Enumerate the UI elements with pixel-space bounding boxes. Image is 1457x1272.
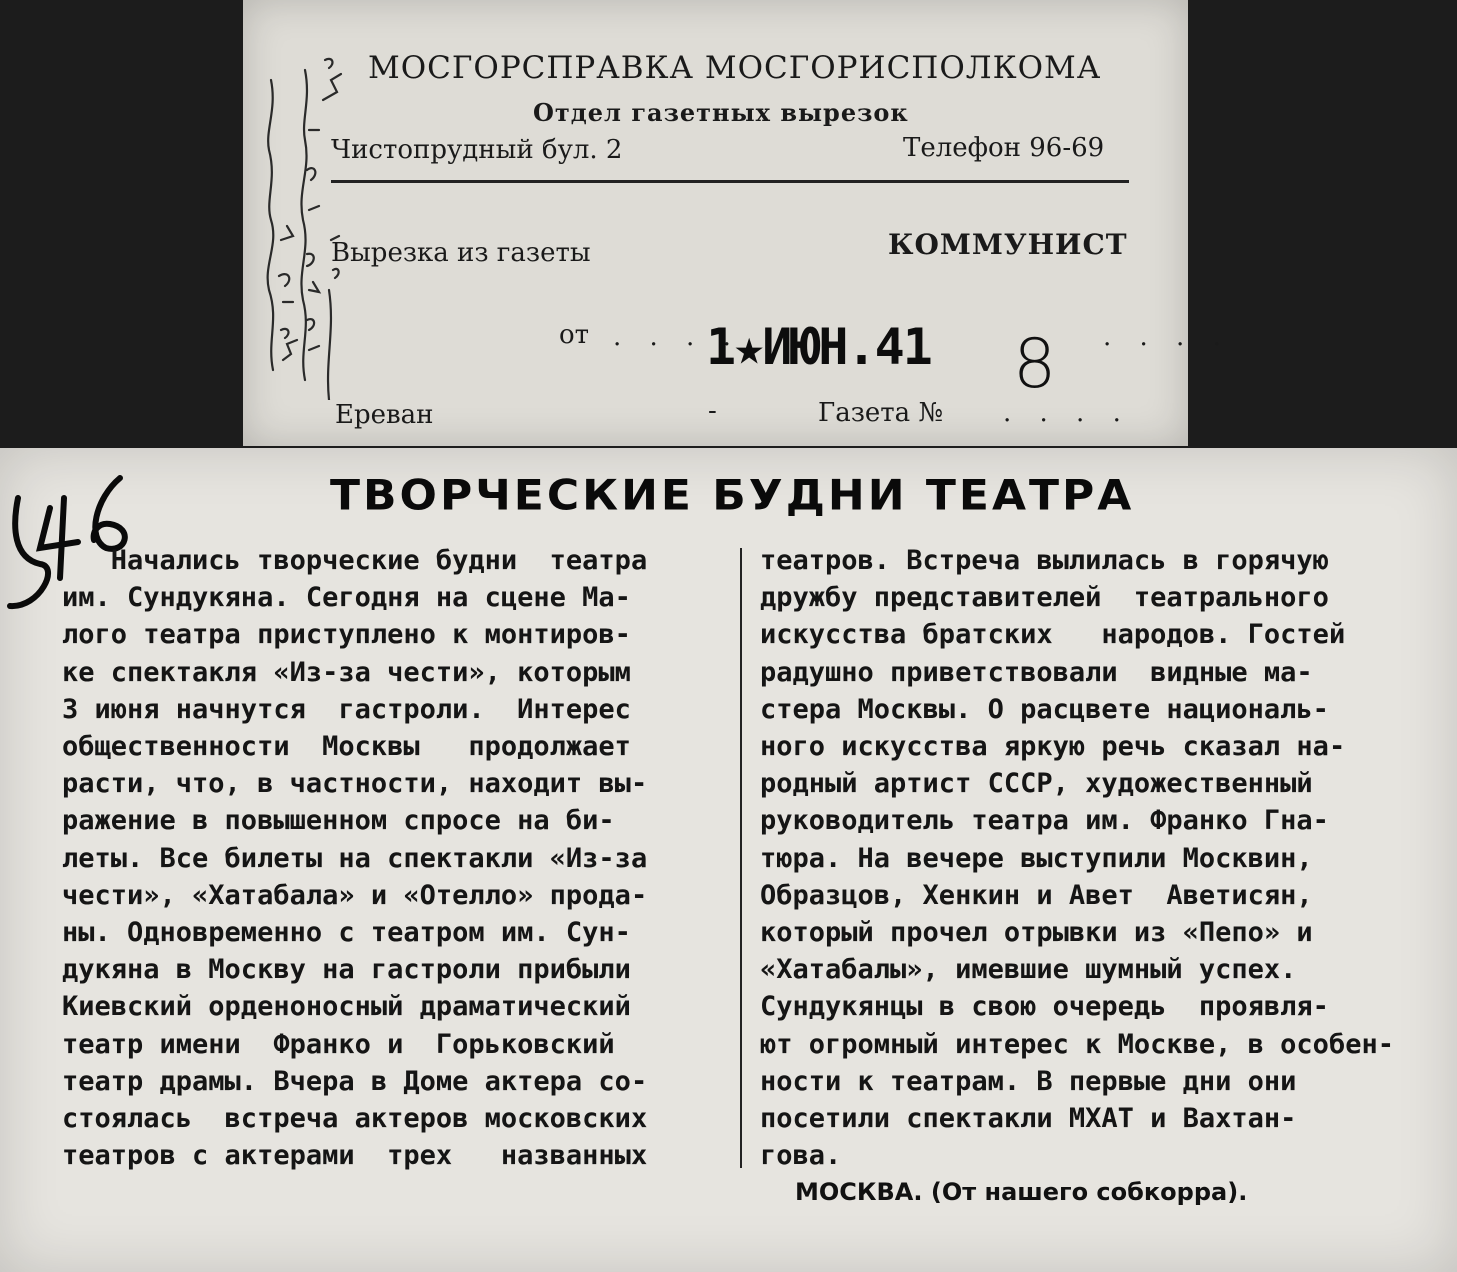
article-line: ности к театрам. В первые дни они	[760, 1065, 1297, 1097]
column-divider	[740, 548, 742, 1168]
city-dash: -	[708, 396, 717, 426]
date-from-label: от	[559, 320, 590, 350]
newspaper-name: КОММУНИСТ	[888, 228, 1128, 261]
article-line: Киевский орденоносный драматический	[62, 991, 631, 1023]
article-line: театров с актерами трех названных	[62, 1140, 648, 1172]
handwritten-note	[253, 40, 343, 400]
article-line: Образцов, Хенкин и Авет Аветисян,	[760, 879, 1313, 911]
newspaper-clipping	[0, 448, 1457, 1272]
city-name: Ереван	[335, 400, 434, 430]
issue-number: 8	[1013, 325, 1057, 404]
agency-name: МОСГОРСПРАВКА МОСГОРИСПОЛКОМА	[368, 50, 1102, 86]
address: Чистопрудный бул. 2	[331, 135, 623, 165]
article-line: ны. Одновременно с театром им. Сун-	[62, 917, 631, 949]
article-line: ют огромный интерес к Москве, в особен-	[760, 1028, 1394, 1060]
article-line: театр драмы. Вчера в Доме актера со-	[62, 1065, 648, 1097]
article-line: 3 июня начнутся гастроли. Интерес	[62, 693, 631, 725]
article-line: Начались творческие будни театра	[62, 545, 648, 576]
handwritten-note-text: Армян. Госуд. театр им. Сундукяна	[253, 40, 272, 41]
divider-rule	[331, 180, 1129, 183]
article-headline: ТВОРЧЕСКИЕ БУДНИ ТЕАТРА	[330, 471, 1135, 520]
article-column-left	[62, 542, 724, 1174]
gazeta-number-label: Газета №	[818, 398, 944, 428]
article-line: общественности Москвы продолжает	[62, 731, 631, 763]
catalog-number-text: 546	[0, 468, 2, 469]
article-line: тюра. На вечере выступили Москвин,	[760, 842, 1313, 874]
article-line: лого театра приступлено к монтиров-	[62, 619, 631, 651]
article-line: чести», «Хатабала» и «Отелло» прода-	[62, 879, 648, 911]
article-line: им. Сундукяна. Сегодня на сцене Ма-	[62, 582, 631, 614]
article-line: радушно приветствовали видные ма-	[760, 656, 1313, 688]
article-column-right	[760, 542, 1450, 1174]
article-line: стоялась встреча актеров московских	[62, 1103, 648, 1135]
article-line: дружбу представителей театрального	[760, 582, 1329, 614]
clip-source-label: Вырезка из газеты	[331, 238, 591, 268]
department-name: Отдел газетных вырезок	[533, 98, 909, 127]
article-line: гова.	[760, 1140, 842, 1172]
article-line: Сундукянцы в свою очередь проявля-	[760, 991, 1329, 1023]
article-line: ного искусства яркую речь сказал на-	[760, 731, 1346, 763]
article-line: посетили спектакли МХАТ и Вахтан-	[760, 1103, 1297, 1135]
article-line: леты. Все билеты на спектакли «Из-за	[62, 842, 648, 874]
gazeta-number-dots: . . . .	[1003, 398, 1131, 428]
article-line: ражение в повышенном спросе на би-	[62, 805, 615, 837]
date-stamp: 1★ИЮН.41	[706, 318, 931, 376]
article-line: театров. Встреча вылилась в горячую	[760, 545, 1329, 576]
article-byline: МОСКВА. (От нашего собкорра).	[795, 1178, 1248, 1206]
article-line: «Хатабалы», имевшие шумный успех.	[760, 954, 1297, 986]
clipping-bureau-label	[243, 0, 1231, 446]
article-line: дукяна в Москву на гастроли прибыли	[62, 954, 631, 986]
phone-number: Телефон 96-69	[903, 133, 1105, 163]
article-line: руководитель театра им. Франко Гна-	[760, 805, 1329, 837]
article-line: который прочел отрывки из «Пепо» и	[760, 917, 1313, 949]
date-dots: . . . .	[613, 322, 741, 352]
article-line: расти, что, в частности, находит вы-	[62, 768, 648, 800]
article-line: ке спектакля «Из-за чести», которым	[62, 656, 631, 688]
article-line: стера Москвы. О расцвете националь-	[760, 693, 1329, 725]
article-line: родный артист СССР, художественный	[760, 768, 1313, 800]
article-line: искусства братских народов. Гостей	[760, 619, 1346, 651]
article-line: театр имени Франко и Горьковский	[62, 1028, 615, 1060]
date-dots-trailing: . . . .	[1103, 322, 1231, 352]
